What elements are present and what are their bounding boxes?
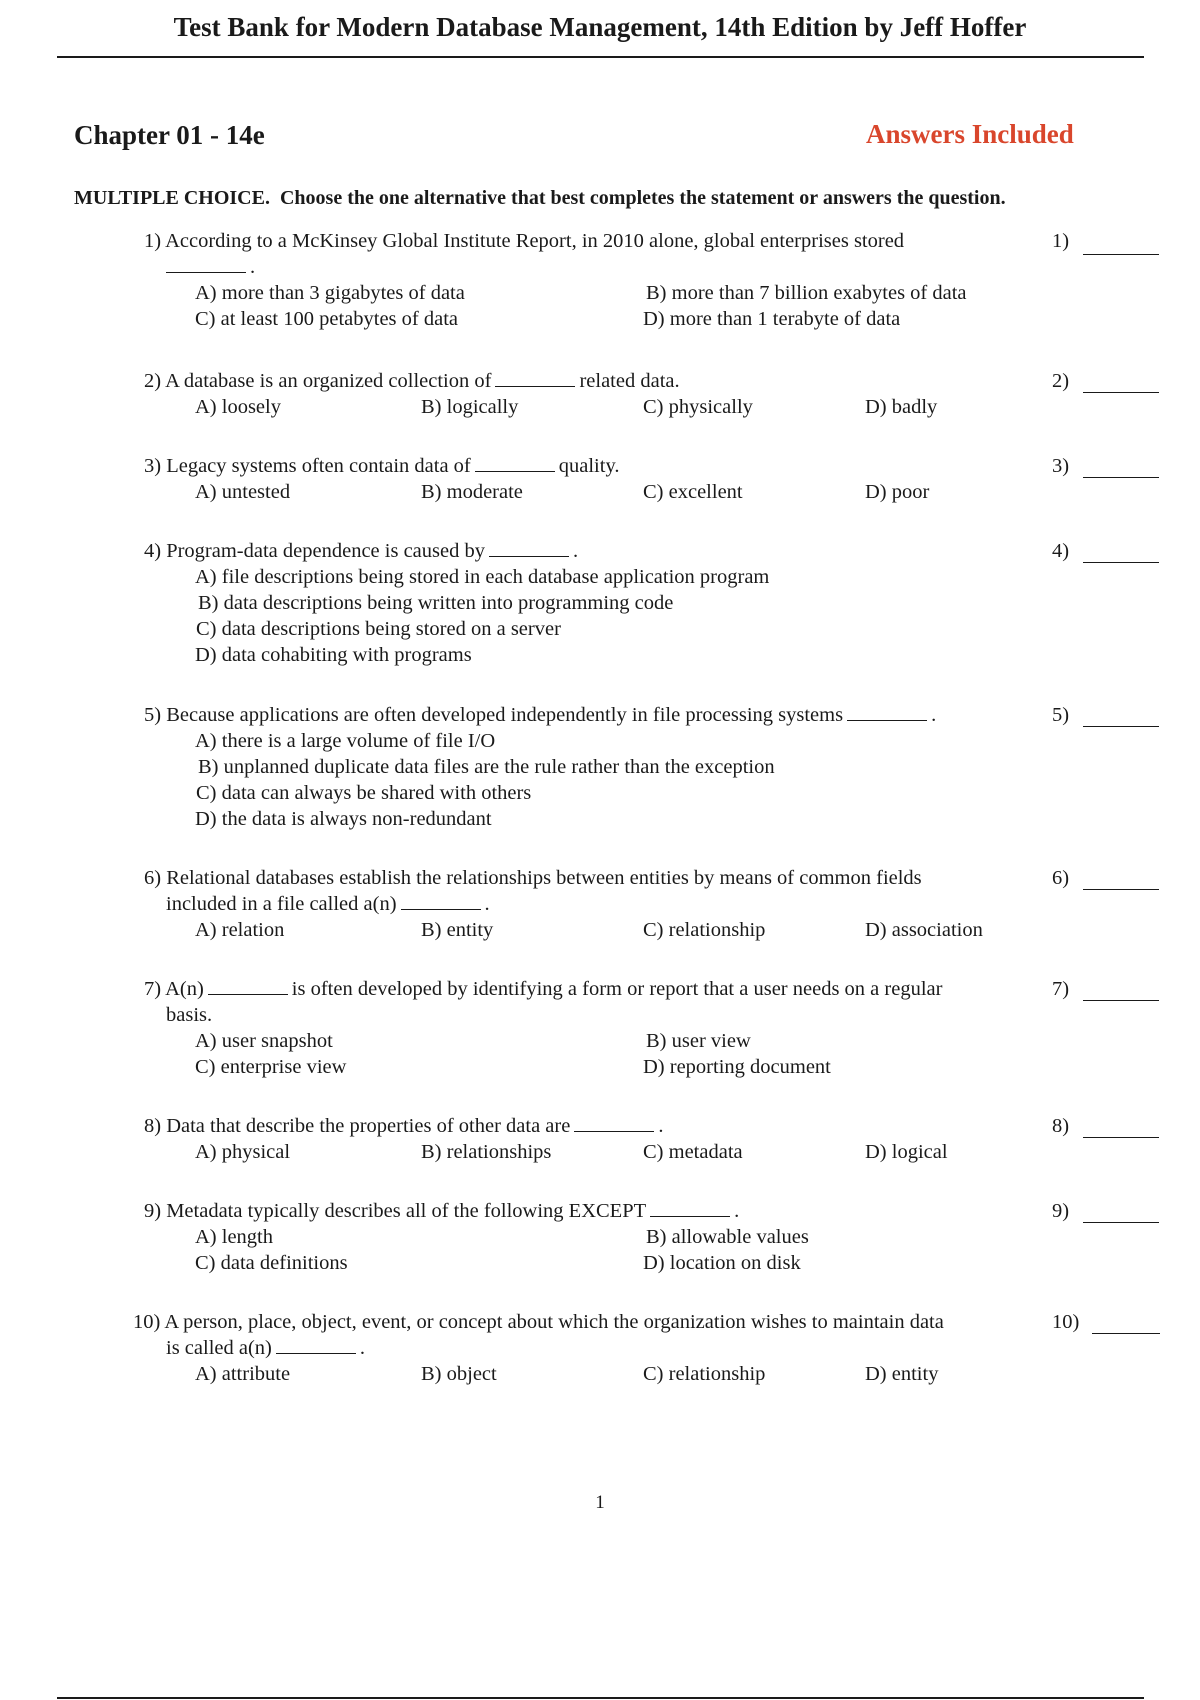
instructions	[74, 187, 1154, 210]
question-2-answer-number: 2)	[1052, 370, 1070, 392]
question-10-option-d: D) entity	[865, 1363, 939, 1385]
document-header-title: Test Bank for Modern Database Management, 14th Edition by Jeff Hoffer	[173, 12, 1027, 42]
question-6-answer-blank[interactable]	[1083, 889, 1159, 890]
answers-included-label: Answers Included	[866, 119, 1074, 149]
question-1-option-a: A) more than 3 gigabytes of data	[195, 282, 465, 304]
question-1-option-d: D) more than 1 terabyte of data	[643, 308, 901, 330]
question-5-option-b: B) unplanned duplicate data files are the rule rather than the exception	[198, 756, 775, 778]
question-5-option-c: C) data can always be shared with others	[196, 782, 532, 804]
question-7-option-c: C) enterprise view	[195, 1056, 347, 1078]
question-5-answer-number: 5)	[1052, 704, 1070, 726]
question-8-option-d: D) logical	[865, 1141, 948, 1163]
question-7-answer-blank[interactable]	[1083, 1000, 1159, 1001]
question-7-option-d: D) reporting document	[643, 1056, 831, 1078]
instructions-lead: MULTIPLE CHOICE.	[74, 187, 270, 209]
question-4-stem: 4) Program-data dependence is caused by .	[144, 540, 579, 562]
question-5-stem: 5) Because applications are often developed independently in file processing systems .	[144, 704, 937, 726]
question-6-stem-line2: included in a file called a(n) .	[166, 893, 490, 915]
question-3-stem: 3) Legacy systems often contain data of quality.	[144, 455, 620, 477]
question-1-option-c: C) at least 100 petabytes of data	[195, 308, 458, 330]
question-6-answer-number: 6)	[1052, 867, 1070, 889]
question-6-option-c: C) relationship	[643, 919, 766, 941]
question-7-option-a: A) user snapshot	[195, 1030, 333, 1052]
question-1-answer-number: 1)	[1052, 230, 1070, 252]
question-2-option-a: A) loosely	[195, 396, 281, 418]
question-6-option-b: B) entity	[421, 919, 494, 941]
question-1-stem-blank: .	[166, 256, 255, 279]
question-3-answer-blank[interactable]	[1083, 477, 1159, 478]
question-10-stem-line2: is called a(n) .	[166, 1337, 365, 1359]
question-2-option-d: D) badly	[865, 396, 938, 418]
question-7-stem-line2: basis.	[166, 1004, 213, 1026]
question-9-answer-number: 9)	[1052, 1200, 1070, 1222]
question-4-option-b: B) data descriptions being written into programming code	[198, 592, 674, 614]
question-9-option-c: C) data definitions	[195, 1252, 348, 1274]
question-3-option-c: C) excellent	[643, 481, 743, 503]
question-2-answer-blank[interactable]	[1083, 392, 1159, 393]
footer-rule	[57, 1697, 1144, 1699]
question-7-answer-number: 7)	[1052, 978, 1070, 1000]
question-10-answer-number: 10)	[1052, 1311, 1080, 1333]
question-10-option-b: B) object	[421, 1363, 497, 1385]
question-1-option-b: B) more than 7 billion exabytes of data	[646, 282, 967, 304]
question-1-stem: 1) According to a McKinsey Global Institute Report, in 2010 alone, global enterprises stored	[144, 230, 905, 252]
question-4-option-a: A) file descriptions being stored in each database application program	[195, 566, 770, 588]
question-4-option-c: C) data descriptions being stored on a server	[196, 618, 561, 640]
instructions-text: Choose the one alternative that best completes the statement or answers the question.	[279, 187, 1006, 209]
question-10-answer-blank[interactable]	[1092, 1333, 1160, 1334]
question-4-answer-number: 4)	[1052, 540, 1070, 562]
question-8-option-c: C) metadata	[643, 1141, 743, 1163]
question-8-answer-number: 8)	[1052, 1115, 1070, 1137]
question-2-option-b: B) logically	[421, 396, 519, 418]
question-4-answer-blank[interactable]	[1083, 562, 1159, 563]
question-6-stem: 6) Relational databases establish the relationships between entities by means of common fields	[144, 867, 922, 889]
question-3-option-b: B) moderate	[421, 481, 523, 503]
question-8-option-b: B) relationships	[421, 1141, 552, 1163]
question-6-option-d: D) association	[865, 919, 983, 941]
question-1-answer-blank[interactable]	[1083, 254, 1159, 255]
question-7-stem: 7) A(n) is often developed by identifying a form or report that a user needs on a regular	[144, 978, 943, 1000]
question-2-stem: 2) A database is an organized collection of related data.	[144, 370, 680, 392]
question-5-option-a: A) there is a large volume of file I/O	[195, 730, 496, 752]
question-8-option-a: A) physical	[195, 1141, 291, 1163]
question-3-option-a: A) untested	[195, 481, 291, 503]
question-3-answer-number: 3)	[1052, 455, 1070, 477]
question-9-stem: 9) Metadata typically describes all of the following EXCEPT .	[144, 1200, 740, 1222]
question-5-answer-blank[interactable]	[1083, 726, 1159, 727]
question-9-option-a: A) length	[195, 1226, 273, 1248]
question-8-answer-blank[interactable]	[1083, 1137, 1159, 1138]
question-6-option-a: A) relation	[195, 919, 285, 941]
question-4-option-d: D) data cohabiting with programs	[195, 644, 472, 666]
question-10-option-c: C) relationship	[643, 1363, 766, 1385]
chapter-title: Chapter 01 - 14e	[74, 120, 265, 150]
question-9-option-b: B) allowable values	[646, 1226, 809, 1248]
question-2-option-c: C) physically	[643, 396, 753, 418]
question-10-option-a: A) attribute	[195, 1363, 291, 1385]
question-3-option-d: D) poor	[865, 481, 930, 503]
question-9-option-d: D) location on disk	[643, 1252, 801, 1274]
question-8-stem: 8) Data that describe the properties of other data are .	[144, 1115, 664, 1137]
question-7-option-b: B) user view	[646, 1030, 751, 1052]
question-10-stem: 10) A person, place, object, event, or concept about which the organization wishes to maintain data	[133, 1311, 944, 1333]
question-9-answer-blank[interactable]	[1083, 1222, 1159, 1223]
header-rule	[57, 56, 1144, 58]
question-5-option-d: D) the data is always non-redundant	[195, 808, 492, 830]
page-number: 1	[595, 1492, 605, 1513]
